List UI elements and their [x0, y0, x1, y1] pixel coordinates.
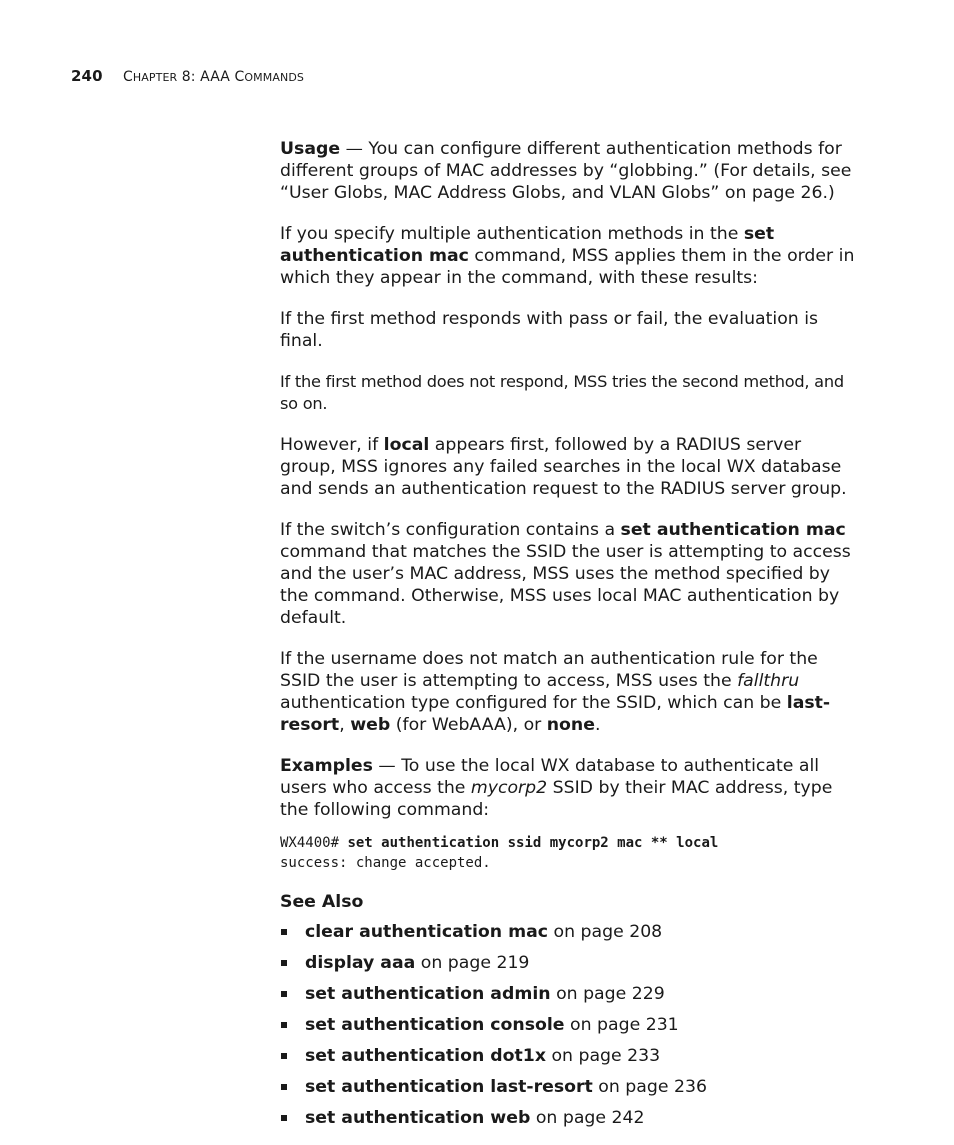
list-item[interactable]: set authentication admin on page 229 — [280, 983, 860, 1014]
option-none: none — [546, 715, 595, 735]
examples-paragraph: Examples — To use the local WX database to authenticate all users who access the mycorp2 SSID by their MAC address, type the following command: — [280, 756, 833, 820]
see-also-heading: See Also — [280, 892, 364, 912]
code-output: success: change accepted. — [280, 855, 491, 871]
first-not-respond-paragraph: If the first method does not respond, MSS tries the second method, and so on. — [280, 372, 844, 413]
multiple-methods-paragraph: If you specify multiple authentication methods in the set authentication mac command, MSS applies them in the order in which they appear in the command, with these results: — [280, 224, 855, 288]
bullet-icon — [281, 929, 287, 935]
command-ref: set authentication mac — [280, 224, 775, 266]
first-responds-paragraph: If the first method responds with pass or fail, the evaluation is final. — [280, 309, 819, 351]
page-header — [71, 67, 304, 85]
list-item[interactable]: set authentication console on page 231 — [280, 1014, 860, 1045]
main-content — [280, 138, 860, 1138]
bullet-icon — [281, 1053, 287, 1059]
list-item[interactable]: set authentication last-resort on page 236 — [280, 1076, 860, 1107]
command-ref: set authentication mac — [620, 520, 846, 540]
option-web: web — [350, 715, 391, 735]
examples-label: Examples — [280, 756, 373, 776]
keyword-local: local — [383, 435, 430, 455]
code-example — [280, 833, 860, 873]
fallthru-term: fallthru — [737, 671, 800, 691]
username-paragraph: If the username does not match an authentication rule for the SSID the user is attempting to access, MSS uses the fallthru authentication type configured for the SSID, which can be last-resort, web (for WebAAA), or none. — [280, 649, 831, 735]
list-item[interactable]: clear authentication mac on page 208 — [280, 921, 860, 952]
code-command: set authentication ssid mycorp2 mac ** local — [347, 835, 719, 851]
see-also-list — [280, 921, 860, 1138]
switch-config-paragraph: If the switch’s configuration contains a set authentication mac command that matches the SSID the user is attempting to access and the user’s MAC address, MSS uses the method specified by the command. Otherwise, MSS uses local MAC authentication by default. — [280, 520, 851, 628]
bullet-icon — [281, 1115, 287, 1121]
chapter-title: CHAPTER 8: AAA COMMANDS — [123, 69, 304, 85]
bullet-icon — [281, 1022, 287, 1028]
usage-label: Usage — [280, 139, 341, 159]
bullet-icon — [281, 960, 287, 966]
list-item[interactable]: display aaa on page 219 — [280, 952, 860, 983]
page-number: 240 — [71, 67, 103, 85]
bullet-icon — [281, 1084, 287, 1090]
ssid-name: mycorp2 — [470, 778, 548, 798]
however-paragraph: However, if local appears first, followed by a RADIUS server group, MSS ignores any failed searches in the local WX database and sends an authentication request to the RADIUS server group. — [280, 435, 847, 499]
list-item[interactable]: set authentication web on page 242 — [280, 1107, 860, 1138]
code-prompt: WX4400# — [280, 835, 348, 851]
list-item[interactable]: set authentication dot1x on page 233 — [280, 1045, 860, 1076]
code-command-line — [280, 833, 860, 853]
bullet-icon — [281, 991, 287, 997]
usage-paragraph: Usage — You can configure different authentication methods for different groups of MAC addresses by “globbing.” (For details, see “User Globs, MAC Address Globs, and VLAN Globs” on page 26.) — [280, 139, 852, 203]
option-last-resort: last-resort — [280, 693, 831, 735]
